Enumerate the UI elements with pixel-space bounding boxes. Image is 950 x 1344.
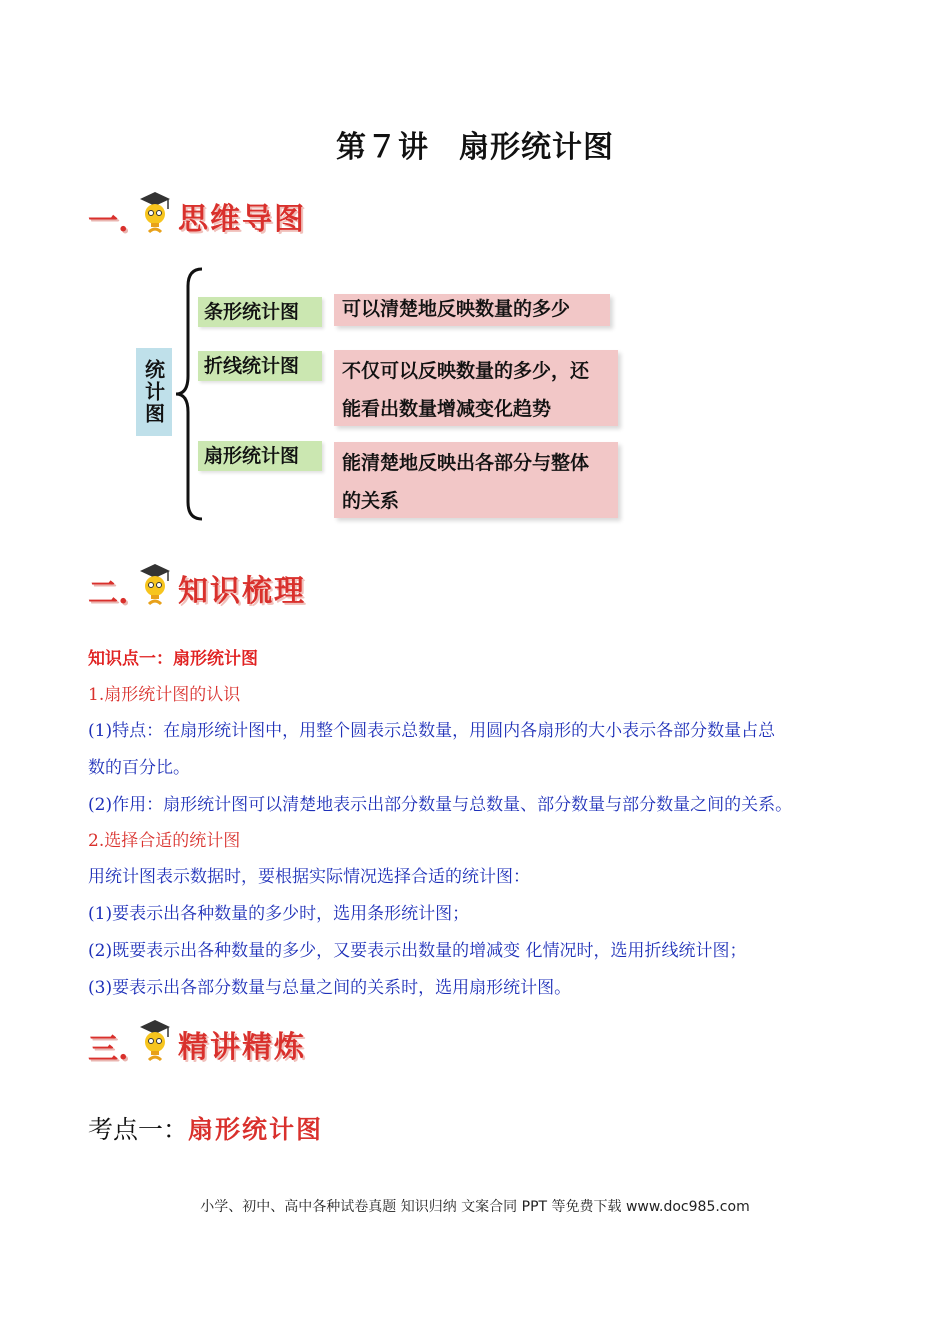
leaf-text-line1: 不仅可以反映数量的多少，还 <box>342 360 590 382</box>
section-title: 思维导图 <box>178 202 306 237</box>
section-title: 精讲精炼 <box>178 1030 306 1065</box>
section-title: 知识梳理 <box>178 574 306 609</box>
choice-1: (1)要表示出各种数量的多少时，选用条形统计图； <box>88 904 470 924</box>
mindmap-root: 统计图 <box>136 348 172 436</box>
branch-line-chart: 折线统计图 <box>198 351 322 381</box>
leaf-text-line2: 能看出数量增减变化趋势 <box>342 398 552 420</box>
graduate-bulb-icon <box>138 562 172 612</box>
exam-point-topic: 扇形统计图 <box>188 1115 324 1144</box>
exam-point-heading <box>88 1110 323 1146</box>
section-number: 二. <box>88 576 129 611</box>
sub-heading-recognition: 1.扇形统计图的认识 <box>88 685 241 705</box>
branch-pie-chart: 扇形统计图 <box>198 441 322 471</box>
graduate-bulb-icon <box>138 190 172 240</box>
section-header-practice <box>88 1018 388 1078</box>
branch-bar-chart: 条形统计图 <box>198 297 322 327</box>
lecture-number: 第７讲 <box>336 130 429 165</box>
knowledge-point-heading: 知识点一：扇形统计图 <box>88 649 258 669</box>
leaf-line-chart-desc <box>334 350 618 426</box>
section-header-mindmap <box>88 190 388 250</box>
leaf-text-line2: 的关系 <box>342 490 400 512</box>
lecture-topic: 扇形统计图 <box>459 130 614 165</box>
function-line: (2)作用：扇形统计图可以清楚地表示出部分数量与总数量、部分数量与部分数量之间的关系。 <box>88 795 793 815</box>
choice-3: (3)要表示出各部分数量与总量之间的关系时，选用扇形统计图。 <box>88 978 572 998</box>
leaf-text-line1: 能清楚地反映出各部分与整体 <box>342 452 590 474</box>
section-number: 一. <box>88 204 129 239</box>
choose-intro: 用统计图表示数据时，要根据实际情况选择合适的统计图： <box>88 867 530 887</box>
leaf-bar-chart-desc <box>334 294 610 326</box>
feature-line-2: 数的百分比。 <box>88 758 190 778</box>
section-number: 三. <box>88 1032 129 1067</box>
exam-point-lead: 考点一： <box>88 1115 189 1144</box>
feature-line-1: (1)特点：在扇形统计图中，用整个圆表示总数量，用圆内各扇形的大小表示各部分数量占总 <box>88 721 776 741</box>
sub-heading-choose: 2.选择合适的统计图 <box>88 831 241 851</box>
leaf-text: 可以清楚地反映数量的多少 <box>342 298 571 320</box>
graduate-bulb-icon <box>138 1018 172 1068</box>
section-header-knowledge <box>88 562 388 622</box>
leaf-pie-chart-desc <box>334 442 618 518</box>
choice-2: (2)既要表示出各种数量的多少，又要表示出数量的增减变 化情况时，选用折线统计图； <box>88 941 747 961</box>
page-footer: 小学、初中、高中各种试卷真题 知识归纳 文案合同 PPT 等免费下载 www.doc985.com <box>200 1199 750 1215</box>
page-title <box>0 122 950 166</box>
